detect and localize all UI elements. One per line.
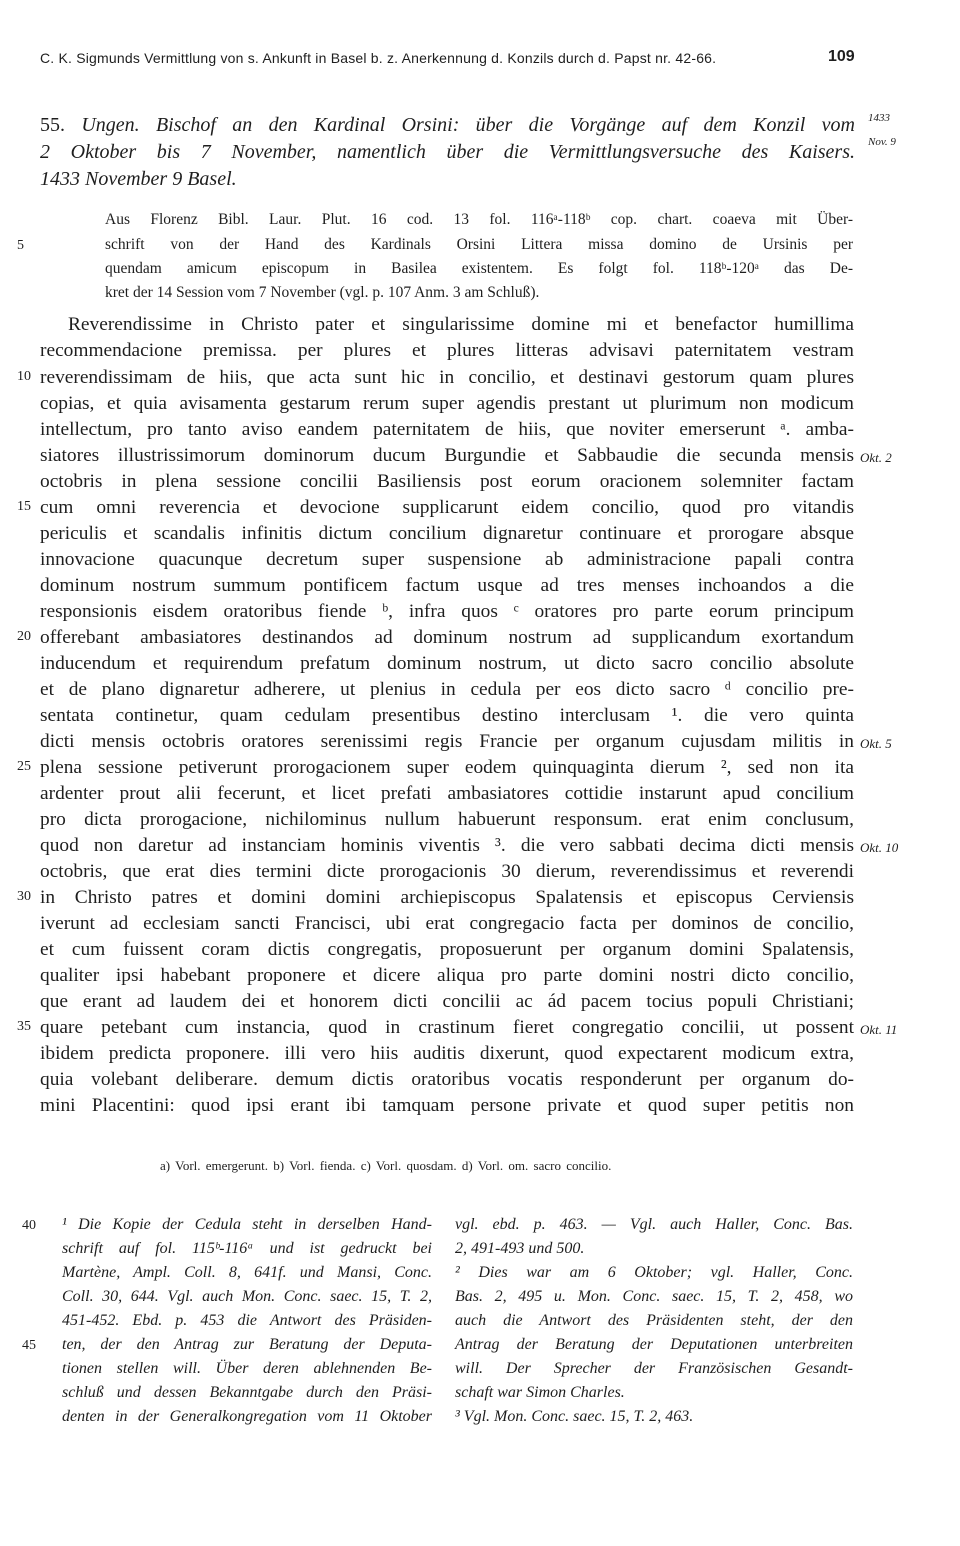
footnote-left-line: tionen stellen will. Über deren ablehnenden Be- [62,1360,432,1377]
main-line-7: octobris in plena sessione concilii Basiliensis post eorum oracionem solemniter factam [40,471,854,492]
source-line-1: Aus Florenz Bibl. Laur. Plut. 16 cod. 13 fol. 116ᵃ-118ᵇ cop. chart. coaeva mit Über- [105,211,853,228]
critical-apparatus: a) Vorl. emergerunt. b) Vorl. fienda. c) Vorl. quosdam. d) Vorl. om. sacro concilio. [160,1158,612,1173]
footnote-left-line: ten, der den Antrag zur Beratung der Deputa- [62,1336,432,1353]
main-line-22: octobris, que erat dies termini dicte prorogacionis 30 dierum, reverendissimus et reverendi [40,861,854,882]
main-line-1-text: Reverendissime in Christo pater et singularissime domine mi et benefactor humillima [68,314,854,335]
source-line-2: schrift von der Hand des Kardinals Orsini Littera missa domino de Ursinis per [105,236,853,253]
footnote-left-line: schrift auf fol. 115ᵇ-116ᵃ und ist gedruckt bei [62,1240,432,1257]
line-number: 15 [17,499,31,514]
line-number: 35 [17,1019,31,1034]
doc-title-line-2: 2 Oktober bis 7 November, namentlich über die Vermittlungsversuche des Kaisers. [40,141,855,163]
line-number: 40 [22,1218,36,1233]
footnote-right-line: Antrag der Beratung der Deputationen unterbreiten [455,1336,853,1353]
line-number: 5 [17,238,24,253]
footnote-left-line: denten in der Generalkongregation vom 11 Oktober [62,1408,432,1425]
main-line-25: et cum fuissent coram dictis congregatis, proposuerunt per organum domini Spalatensis, [40,939,854,960]
footnote-right-line: ³ Vgl. Mon. Conc. saec. 15, T. 2, 463. [455,1408,694,1425]
main-line-2: recommendacione premissa. per plures et plures litteras advisavi paternitatem vestram [40,340,854,361]
footnote-left-line: Coll. 30, 644. Vgl. auch Mon. Conc. saec. 15, T. 2, [62,1288,432,1305]
footnote-right-line: Bas. 2, 495 u. Mon. Conc. saec. 15, T. 2, 458, wo [455,1288,853,1305]
main-line-17: dicti mensis octobris oratores serenissimi regis Francie per organum cujusdam militis in [40,731,854,752]
line-number: 30 [17,889,31,904]
main-line-13: offerebant ambasiatores destinandos ad dominum nostrum ad supplicandum exortandum [40,627,854,648]
footnote-left-line: ¹ Die Kopie der Cedula steht in derselben Hand- [62,1216,432,1233]
footnote-right-line: auch die Antwort des Präsidenten steht, der den [455,1312,853,1329]
source-line-3: quendam amicum episcopum in Basilea existentem. Es folgt fol. 118ᵇ-120ᵃ das De- [105,260,853,277]
main-line-21: quod non daretur ad instanciam hominis viventis ³. die vero sabbati decima dicti mensis [40,835,854,856]
main-line-8: cum omni reverencia et devocione supplicarunt eidem concilio, quod pro vitandis [40,497,854,518]
margin-date: Okt. 10 [860,840,899,855]
footnote-right-line: vgl. ebd. p. 463. — Vgl. auch Haller, Conc. Bas. [455,1216,853,1233]
main-line-20: pro dicta prorogacione, nichilominus nullum habuerunt responsum. erat enim conclusum, [40,809,854,830]
main-line-5: intellectum, pro tanto aviso eandem paternitatem de hiis, que noviter emerserunt ᵃ. amba- [40,419,854,440]
main-line-31: mini Placentini: quod ipsi erant ibi tamquam persone private et quod super petitis non [40,1095,854,1116]
footnote-left-line: schluß und dessen Bekanntgabe durch den Präsi- [62,1384,432,1401]
footnote-right-line: 2, 491-493 und 500. [455,1240,585,1257]
footnote-right-line: ² Dies war am 6 Oktober; vgl. Haller, Conc. [455,1264,853,1281]
margin-title-date: Nov. 9 [868,136,896,148]
line-number: 45 [22,1338,36,1353]
line-number: 20 [17,629,31,644]
page-number: 109 [828,48,855,65]
main-line-28: quare petebant cum instancia, quod in crastinum fieret congregatio concilii, ut possent [40,1017,854,1038]
main-line-12: responsionis eisdem oratoribus fiende ᵇ, infra quos ᶜ oratores pro parte eorum principum [40,601,854,622]
main-line-16: sentata continetur, quam cedulam presentibus destino interclusam ¹. die vero quinta [40,705,854,726]
main-line-29: ibidem predicta proponere. illi vero hiis auditis dixerunt, quod expectarent modicum extra, [40,1043,854,1064]
main-line-4: copias, et quia avisamenta gestarum rerum super agendis prestant ut plurimum non modicum [40,393,854,414]
main-line-19: ardenter prout alii fecerunt, et licet prefati ambasiatores cottidie instarunt apud concilium [40,783,854,804]
doc-number: 55. [40,114,65,136]
line-number: 25 [17,759,31,774]
doc-title-line-3: 1433 November 9 Basel. [40,168,237,190]
margin-date: Okt. 2 [860,450,892,465]
main-line-3: reverendissimam de hiis, que acta sunt hic in concilio, et destinavi gestorum quam plures [40,367,854,388]
main-line-6: siatores illustrissimorum dominorum ducum Burgundie et Sabbaudie die secunda mensis [40,445,854,466]
source-line-4: kret der 14 Session vom 7 November (vgl. p. 107 Anm. 3 am Schluß). [105,284,540,301]
footnote-right-line: schaft war Simon Charles. [455,1384,625,1401]
footnote-right-line: will. Der Sprecher der Französischen Gesandt- [455,1360,853,1377]
doc-title-line-1 [40,114,855,137]
main-line-9: periculis et scandalis infinitis dictum concilium dignaretur continuare et prorogare absque [40,523,854,544]
running-head: C. K. Sigmunds Vermittlung von s. Ankunft in Basel b. z. Anerkennung d. Konzils durch d. Papst nr. 42-66. [40,50,717,66]
doc-title-text-1: Ungen. Bischof an den Kardinal Orsini: über die Vorgänge auf dem Konzil vom [81,114,856,136]
margin-date: Okt. 5 [860,736,892,751]
main-line-14: inducendum et requirendum prefatum dominum nostrum, ut dicto sacro concilio absolute [40,653,854,674]
main-line-11: dominum nostrum summum pontificem factum usque ad tres menses inchoandos a die [40,575,854,596]
main-line-30: quia volebant deliberare. demum dictis oratoribus vocatis responderunt per organum do- [40,1069,854,1090]
main-line-15: et de plano dignaretur adherere, ut plenius in cedula per eos dicto sacro ᵈ concilio pre- [40,679,854,700]
line-number: 10 [17,369,31,384]
margin-date: Okt. 11 [860,1022,898,1037]
main-line-1 [40,314,854,336]
main-line-18: plena sessione petiverunt prorogacionem super eodem quinquaginta dierum ², sed non ita [40,757,854,778]
main-line-27: que erant ad laudem dei et honorem dicti concilii ac ád pacem tocius populi Christiani; [40,991,854,1012]
main-line-10: innovacione quacunque decretum super suspensione ab administracione papali contra [40,549,854,570]
margin-title-year: 1433 [868,112,890,124]
main-line-24: iverunt ad ecclesiam sancti Francisci, ubi erat congregacio facta per dominos de concilio, [40,913,854,934]
footnote-left-line: 451-452. Ebd. p. 453 die Antwort des Präsiden- [62,1312,432,1329]
footnote-left-line: Martène, Ampl. Coll. 8, 641f. und Mansi, Conc. [62,1264,432,1281]
main-line-26: qualiter ipsi habebant proponere et dicere aliqua pro parte domini nostri dicto concilio, [40,965,854,986]
main-line-23: in Christo patres et domini domini archiepiscopus Spalatensis et episcopus Cerviensis [40,887,854,908]
